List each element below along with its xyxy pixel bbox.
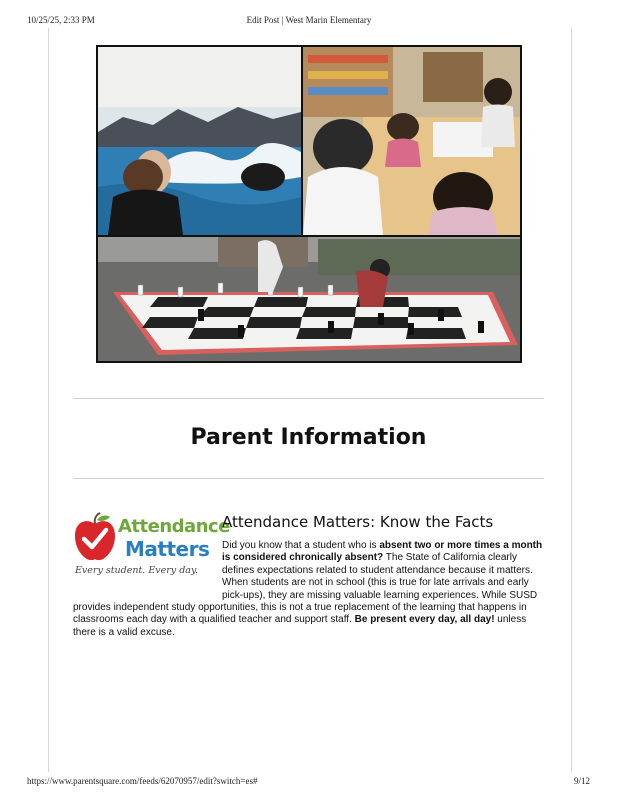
photo-collage [96,45,522,363]
section-divider-top [73,398,544,399]
page-border-right [571,28,572,772]
logo-word-attendance: Attendance [118,516,230,537]
logo-spacer [73,512,222,590]
print-timestamp: 10/25/25, 2:33 PM [27,15,95,25]
article-text-3: unless there is a valid excuse. [73,614,527,638]
attendance-article [73,512,544,639]
article-text-2: The State of California clearly defines expectations related to student attendance because it matters. When students are not in school (this is true for late arrivals and early pick-ups), they are missing valuable learning experiences. While SUSD provides independent study opportunities, this is not a true replacement of the learning that happens in classrooms each day with a qualified teacher and support staff. [73,552,538,626]
section-divider-bottom [73,478,544,479]
print-page-title: Edit Post | West Marin Elementary [246,15,372,25]
article-heading: Attendance Matters: Know the Facts [222,513,494,531]
logo-word-matters: Matters [125,537,210,561]
article-text-1: Did you know that a student who is [222,540,380,551]
mural-painting-photo [98,47,301,235]
print-url: https://www.parentsquare.com/feeds/62070957/edit?switch=es# [27,776,258,786]
print-page-number: 9/12 [574,776,591,786]
page-border-left [48,28,49,772]
article-bold-2: Be present every day, all day! [354,614,495,626]
article-bold-1: absent two or more times a month is considered chronically absent? [222,540,543,564]
logo-tagline: Every student. Every day. [75,565,199,576]
giant-chess-photo [98,237,520,361]
section-title: Parent Information [190,425,427,450]
classroom-art-photo [303,47,520,235]
